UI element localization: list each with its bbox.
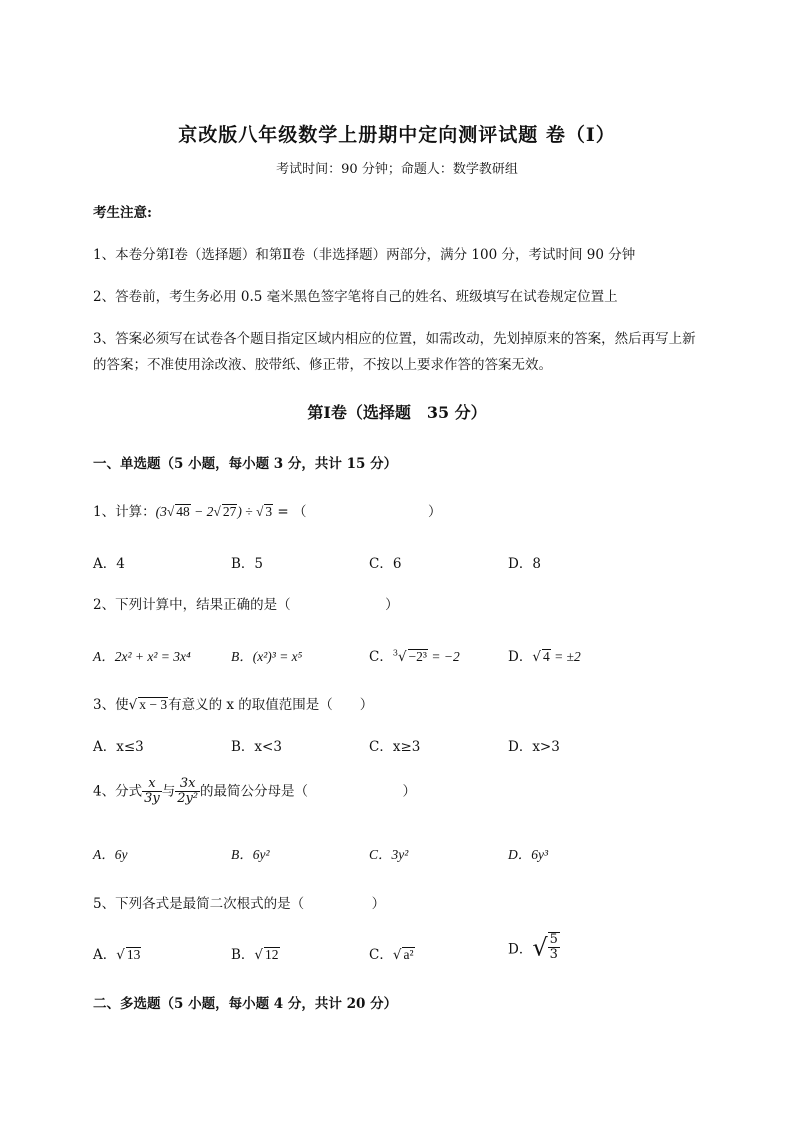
q4-fraction-1: [142, 777, 162, 807]
q2-option-a[interactable]: A．2x² + x² = 3x⁴: [93, 649, 191, 664]
q1-option-c[interactable]: C．6: [369, 556, 402, 572]
q5-option-d-label: D．: [508, 941, 533, 958]
q4-option-a[interactable]: A．6y: [93, 847, 128, 862]
radical-sign: √: [166, 504, 175, 519]
q5-option-b[interactable]: [231, 943, 280, 963]
q1-option-a[interactable]: A．4: [93, 556, 125, 572]
part1-heading: 一、单选题（5 小题，每小题 3 分，共计 15 分）: [93, 456, 398, 472]
q2-option-c-label: C．: [369, 649, 393, 665]
q3-radicand: x − 3: [139, 697, 168, 712]
q3-option-d[interactable]: D．x>3: [508, 739, 560, 755]
q5-option-d[interactable]: [508, 932, 560, 963]
radical-sign: √: [213, 504, 221, 519]
q2-option-d-radicand: 4: [542, 649, 550, 664]
radical-sign: √: [392, 947, 402, 963]
page-title: 京改版八年级数学上册期中定向测评试题 卷（Ⅰ）: [178, 124, 616, 146]
radical-sign: √: [254, 947, 264, 963]
q5-option-a-radicand: 13: [126, 947, 141, 962]
q1-radicand-2: 27: [222, 504, 237, 519]
q1-suffix: = （ ）: [273, 504, 442, 520]
q1-radicand-3: 3: [265, 504, 273, 519]
q3-suffix: 有意义的 x 的取值范围是（ ）: [168, 697, 374, 713]
q4-option-b[interactable]: B．6y²: [231, 847, 270, 862]
q4-fraction-2-numerator: 3x: [179, 776, 196, 791]
q5-option-a[interactable]: [93, 943, 141, 963]
q5-option-c[interactable]: [369, 943, 415, 963]
q1-option-b[interactable]: B．5: [231, 556, 264, 572]
q2-root-index: 3: [392, 648, 398, 658]
q2-option-c-radicand: −2³: [408, 649, 427, 664]
q5-option-d-denominator: 3: [549, 947, 558, 963]
q5-option-b-label: B．: [231, 947, 255, 963]
q1-radicand-1: 48: [176, 504, 190, 519]
q5-option-c-radicand: a²: [403, 947, 414, 962]
radical-sign: √: [116, 947, 125, 963]
q2-option-c[interactable]: [369, 645, 460, 665]
q4-suffix: 的最简公分母是（ ）: [200, 783, 417, 800]
q3-option-b[interactable]: B．x<3: [231, 739, 282, 755]
part2-heading: 二、多选题（5 小题，每小题 4 分，共计 20 分）: [93, 996, 398, 1012]
q4-fraction-1-numerator: x: [148, 776, 156, 791]
notice-item-3-cont: 的答案；不准使用涂改液、胶带纸、修正带，不按以上要求作答的答案无效。: [93, 357, 552, 373]
question-2: 2、下列计算中，结果正确的是（ ）: [93, 597, 399, 613]
q2-option-c-tail: = −2: [427, 649, 460, 664]
radical-sign: √: [128, 697, 138, 713]
q5-option-a-label: A．: [93, 947, 117, 963]
section-title: 第Ⅰ卷（选择题 35 分）: [307, 403, 487, 422]
question-4: [93, 777, 416, 807]
q1-option-d[interactable]: D．8: [508, 556, 541, 572]
q1-expr-mid: − 2: [190, 504, 214, 519]
q3-option-c[interactable]: C．x≥3: [369, 739, 421, 755]
q5-option-d-numerator: 5: [549, 932, 558, 947]
q4-option-d[interactable]: D．6y³: [508, 847, 549, 862]
notice-item-3: 3、答案必须写在试卷各个题目指定区域内相应的位置，如需改动，先划掉原来的答案，然后再写上新: [93, 331, 696, 347]
q1-expr-mid2: ) ÷: [237, 504, 256, 519]
q1-expression: [156, 504, 274, 519]
q3-prefix: 3、使: [93, 697, 129, 713]
q3-option-a[interactable]: A．x≤3: [93, 739, 144, 755]
question-3: [93, 693, 373, 713]
q4-fraction-1-denominator: 3y: [144, 791, 160, 807]
notice-heading: 考生注意:: [93, 205, 152, 221]
q2-option-d-tail: = ±2: [550, 649, 581, 664]
q4-mid: 与: [161, 783, 176, 800]
q5-option-c-label: C．: [369, 947, 393, 963]
q2-option-d[interactable]: [508, 645, 581, 665]
q1-expr-start: (3: [155, 504, 167, 519]
question-5: 5、下列各式是最简二次根式的是（ ）: [93, 896, 386, 912]
radical-sign: √: [532, 649, 541, 665]
radical-sign: √: [397, 649, 407, 665]
notice-item-1: 1、本卷分第Ⅰ卷（选择题）和第Ⅱ卷（非选择题）两部分，满分 100 分，考试时间 90 分钟: [93, 247, 636, 263]
question-1: [93, 500, 442, 520]
radical-sign: √: [255, 504, 264, 519]
q1-prefix: 1、计算：: [93, 504, 156, 520]
notice-item-2: 2、答卷前，考生务必用 0.5 毫米黑色签字笔将自己的姓名、班级填写在试卷规定位置上: [93, 289, 618, 305]
q2-option-b[interactable]: B．(x²)³ = x⁵: [231, 649, 303, 664]
q4-prefix: 4、分式: [93, 783, 143, 800]
q2-option-d-label: D．: [508, 649, 533, 665]
q5-option-d-fraction: [548, 932, 560, 963]
q5-option-b-radicand: 12: [265, 947, 279, 962]
radical-sign: √: [532, 933, 548, 962]
q4-fraction-2: [175, 777, 200, 807]
q4-option-c[interactable]: C．3y²: [369, 847, 409, 862]
exam-info: 考试时间：90 分钟；命题人：数学教研组: [276, 162, 518, 177]
q4-fraction-2-denominator: 2y²: [177, 791, 199, 807]
